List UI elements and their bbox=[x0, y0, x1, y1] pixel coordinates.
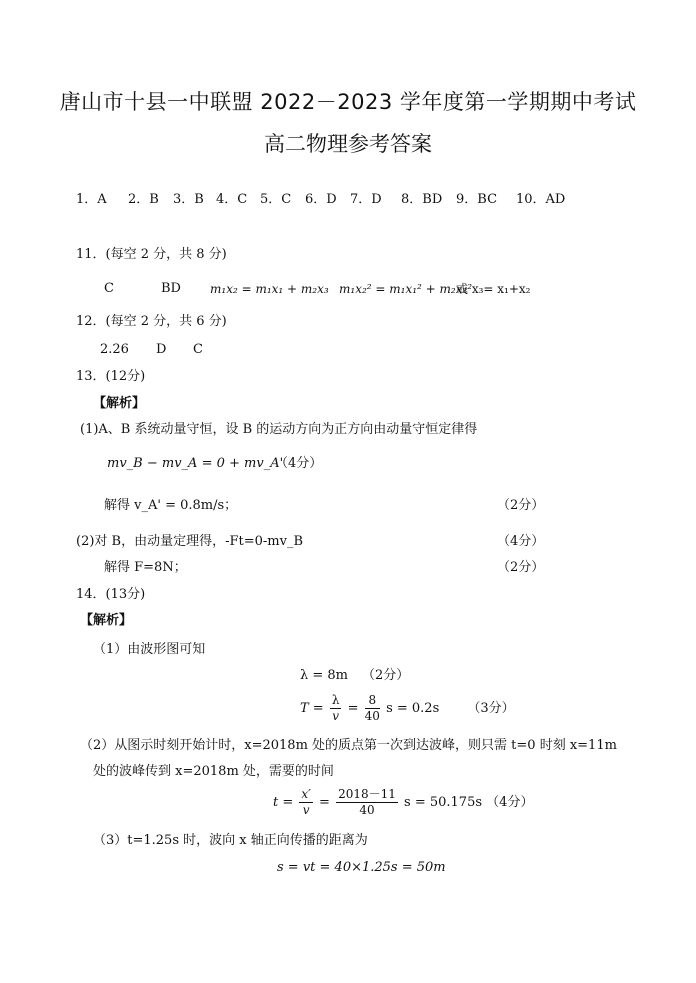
q14-eq3-f2-denominator: 40 bbox=[359, 803, 375, 817]
q14-part2-text-line2: 处的波峰传到 x=2018m 处，需要的时间 bbox=[93, 764, 334, 779]
q13-solution-1: 解得 v_A' = 0.8m/s； bbox=[104, 498, 238, 513]
page-subtitle: 高二物理参考答案 bbox=[264, 132, 432, 156]
q14-eq2-points: （3分） bbox=[467, 701, 515, 716]
q11-formula-1: m₁x₂ = m₁x₁ + m₂x₃ bbox=[210, 282, 329, 296]
q14-eq3-fraction-1 bbox=[299, 787, 313, 818]
q13-equation-1-points: （4分） bbox=[275, 456, 323, 471]
q12-answer-1: 2.26 bbox=[100, 342, 129, 357]
q14-equation-1: λ = 8m bbox=[300, 668, 348, 683]
answer-7: 7．D bbox=[350, 192, 382, 207]
q14-eq2-f1-numerator: λ bbox=[331, 693, 340, 707]
q14-header: 14．(13分) bbox=[76, 587, 146, 602]
answer-4: 4．C bbox=[216, 192, 248, 207]
q13-part2-text: (2)对 B，由动量定理得，-Ft=0-mv_B bbox=[76, 534, 304, 549]
q13-equation-1: mv_B − mv_A = 0 + mv_A' bbox=[107, 456, 284, 471]
q14-eq3-f1-denominator: v bbox=[302, 803, 310, 817]
q14-equation-1-points: （2分） bbox=[362, 668, 410, 683]
q11-header: 11．(每空 2 分，共 8 分) bbox=[76, 247, 227, 262]
q14-eq2-fraction-1 bbox=[330, 693, 342, 724]
q13-solution-2: 解得 F=8N； bbox=[104, 560, 187, 575]
q14-eq3-f1-numerator: x′ bbox=[301, 787, 311, 801]
q14-part2-text-line1: （2）从图示时刻开始计时，x=2018m 处的质点第一次到达波峰，则只需 t=0 时刻 x=11m bbox=[80, 738, 617, 753]
q13-part2-points: （4分） bbox=[497, 534, 545, 549]
answer-2: 2．B bbox=[128, 192, 159, 207]
q12-answer-3: C bbox=[193, 342, 203, 357]
q14-eq3-points: （4分） bbox=[486, 795, 534, 810]
q14-eq2-f2-numerator: 8 bbox=[365, 693, 380, 709]
answer-6: 6．D bbox=[305, 192, 337, 207]
answer-10: 10．AD bbox=[516, 192, 566, 207]
answer-8: 8．BD bbox=[401, 192, 443, 207]
q14-eq2-rhs: s = 0.2s bbox=[386, 701, 440, 716]
q14-equation-2 bbox=[300, 692, 515, 726]
answer-3: 3．B bbox=[173, 192, 204, 207]
q14-equation-4: s = vt = 40×1.25s = 50m bbox=[277, 860, 446, 875]
q14-eq3-rhs: s = 50.175s bbox=[404, 795, 483, 810]
q14-eq3-equals: = bbox=[319, 795, 330, 810]
q14-eq2-equals: = bbox=[347, 701, 359, 716]
q14-eq3-f2-numerator: 2018－11 bbox=[338, 787, 396, 801]
q11-formula-3: 或 x₃= x₁+x₂ bbox=[456, 282, 531, 296]
q14-eq2-f1-denominator: v bbox=[332, 709, 340, 723]
q14-analysis-label: 【解析】 bbox=[80, 613, 133, 628]
q13-header: 13．(12分) bbox=[76, 369, 146, 384]
q11-answer-1: C bbox=[104, 281, 114, 296]
q14-part1-text: （1）由波形图可知 bbox=[93, 642, 206, 657]
q13-part1-text: (1)A、B 系统动量守恒，设 B 的运动方向为正方向由动量守恒定律得 bbox=[80, 422, 478, 437]
q14-eq2-fraction-2 bbox=[365, 693, 380, 724]
answer-1: 1．A bbox=[76, 192, 107, 207]
q14-eq2-f2-denominator: 40 bbox=[364, 709, 380, 723]
q12-answer-2: D bbox=[156, 342, 167, 357]
q12-header: 12．(每空 2 分，共 6 分) bbox=[76, 314, 227, 329]
q13-solution-1-points: （2分） bbox=[497, 498, 545, 513]
q14-equation-3 bbox=[273, 786, 533, 820]
q14-eq3-lhs: t = bbox=[273, 795, 294, 810]
q11-formula-2: m₁x₂² = m₁x₁² + m₂x₃² bbox=[339, 282, 473, 296]
answer-5: 5．C bbox=[260, 192, 292, 207]
q14-part3-text: （3）t=1.25s 时，波向 x 轴正向传播的距离为 bbox=[93, 833, 368, 848]
q13-analysis-label: 【解析】 bbox=[93, 396, 146, 411]
q13-solution-2-points: （2分） bbox=[497, 560, 545, 575]
q14-eq2-lhs: T = bbox=[300, 701, 324, 716]
q14-eq3-fraction-2 bbox=[336, 787, 398, 818]
answer-9: 9．BC bbox=[456, 192, 498, 207]
page-title: 唐山市十县一中联盟 2022－2023 学年度第一学期期中考试 bbox=[59, 90, 637, 114]
q11-answer-2: BD bbox=[161, 281, 181, 296]
